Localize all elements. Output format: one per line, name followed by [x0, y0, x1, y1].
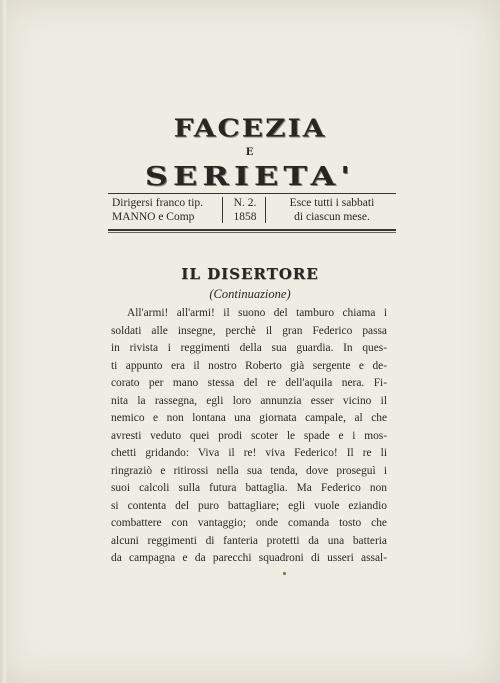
- publisher-cell: [112, 196, 224, 226]
- masthead-rule-top: [108, 193, 396, 194]
- article-line: corato per mano stessa del re dell'aquila nera. Fi-: [111, 377, 387, 389]
- article-subtitle: (Continuazione): [209, 287, 291, 301]
- masthead-rule-bottom-thin: [108, 232, 396, 233]
- article-line: si contenta del puro battagliare; egli vuole eziandio: [111, 499, 387, 512]
- article-line: ringraziò e ritirossi nella sua tenda, dove proseguì i: [111, 464, 387, 477]
- schedule-cell: [268, 196, 396, 226]
- masthead-title-line2: SERIETA': [144, 160, 356, 192]
- publisher-line1: Dirigersi franco tip.: [112, 197, 204, 209]
- article-line: soldati alle insegne, perchè il gran Federico passa: [111, 324, 387, 337]
- article-line: nita la rassegna, egli loro annunzia esser vicino il: [111, 394, 387, 407]
- info-divider: [265, 197, 266, 223]
- article-body: [111, 305, 387, 568]
- article-line: alcuni reggimenti di fanteria protetti da una batteria: [111, 534, 387, 547]
- publication-info-row: [108, 195, 396, 228]
- article-line: suoi calcoli sulla futura battaglia. Ma Federico non: [111, 482, 387, 494]
- article-line: avresti veduto quei prodi scoter le spade e i mos-: [111, 429, 387, 442]
- article-title: IL DISERTORE: [181, 265, 319, 283]
- info-divider: [222, 197, 223, 223]
- page-edge-shadow: [0, 0, 6, 683]
- issue-year: 1858: [233, 211, 257, 223]
- article-line: All'armi! all'armi! il suono del tamburo chiama i: [127, 307, 387, 319]
- article-line: ti appunto era il nostro Roberto già sergente e de-: [111, 359, 387, 372]
- article-line: combattere con vantaggio; onde comanda tosto che: [111, 517, 387, 529]
- masthead-conjunction: E: [245, 147, 255, 158]
- issue-number: N. 2.: [233, 197, 257, 209]
- article-line: nemico e non lontana una giornata campale, al che: [111, 412, 387, 424]
- masthead-title-line1: FACEZIA: [173, 114, 327, 143]
- article-line: in rivista i reggimenti della sua guardia. In ques-: [111, 342, 387, 354]
- issue-cell: [226, 196, 264, 226]
- schedule-line2: di ciascun mese.: [294, 211, 370, 223]
- article-line: da campagna e da parecchi squadroni di usseri assal-: [111, 552, 387, 564]
- ink-speck: [283, 572, 286, 575]
- masthead-rule-bottom: [108, 229, 396, 231]
- article-line: chetti gridando: Viva il re! viva Federico! Il re li: [111, 447, 387, 459]
- schedule-line1: Esce tutti i sabbati: [289, 197, 375, 209]
- publisher-line2: MANNO e Comp: [112, 211, 195, 223]
